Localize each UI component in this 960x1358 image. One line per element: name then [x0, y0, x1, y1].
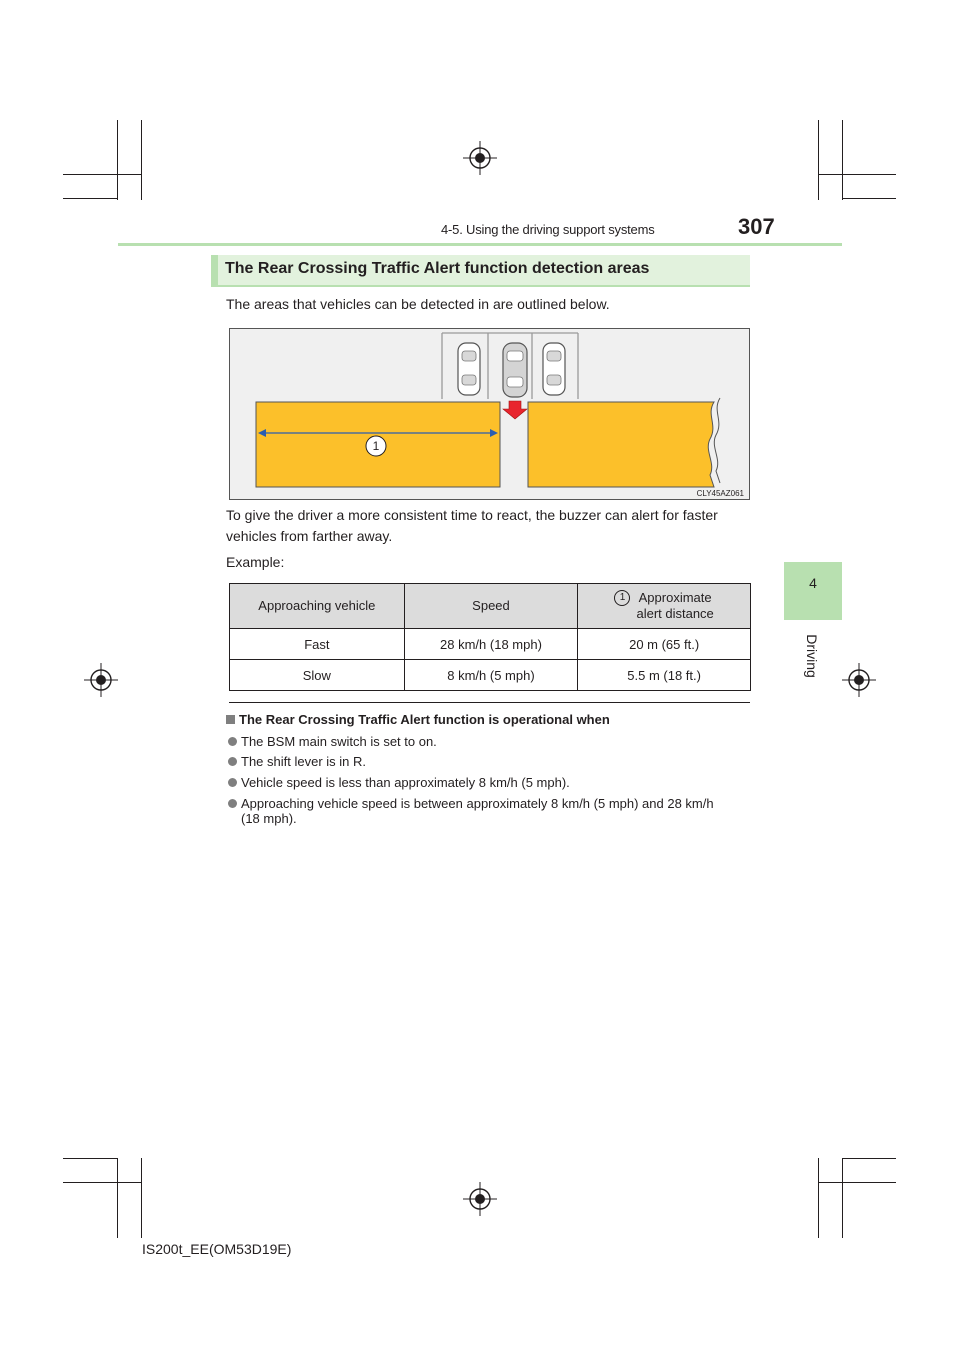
registration-mark-icon — [463, 1182, 497, 1216]
crop-mark — [842, 1158, 843, 1238]
callout-number: 1 — [372, 439, 380, 453]
section-title-bar — [211, 255, 218, 287]
crop-mark — [63, 1182, 141, 1183]
crop-mark — [818, 1182, 896, 1183]
body-line-1: To give the driver a more consistent time to react, the buzzer can alert for faster — [226, 507, 718, 523]
header-section-title: 4-5. Using the driving support systems — [441, 222, 655, 237]
detection-zone-right — [528, 402, 714, 487]
table-row — [230, 660, 751, 691]
note-heading-text: The Rear Crossing Traffic Alert function is operational when — [239, 712, 610, 727]
header-cell: Approaching vehicle — [230, 584, 405, 629]
table-header-row — [230, 584, 751, 629]
crop-mark — [63, 198, 117, 199]
crop-mark — [141, 1158, 142, 1238]
list-item-text: Vehicle speed is less than approximately 8 km/h (5 mph). — [241, 775, 570, 790]
bullet-icon — [228, 799, 237, 808]
example-label: Example: — [226, 554, 285, 570]
table-cell: 8 km/h (5 mph) — [404, 660, 578, 691]
header-text: Approximate — [638, 590, 712, 605]
list-item-text: The shift lever is in R. — [241, 754, 366, 769]
divider — [229, 702, 750, 703]
list-item — [228, 734, 437, 749]
registration-mark-icon — [463, 141, 497, 175]
list-item — [228, 796, 714, 811]
footer-code: IS200t_EE(OM53D19E) — [142, 1241, 292, 1257]
list-item-continuation: (18 mph). — [241, 811, 297, 826]
registration-mark-icon — [842, 663, 876, 697]
crop-mark — [818, 174, 896, 175]
crop-mark — [63, 1158, 117, 1159]
list-item-text: Approaching vehicle speed is between approximately 8 km/h (5 mph) and 28 km/h — [241, 796, 714, 811]
list-item-text: The BSM main switch is set to on. — [241, 734, 437, 749]
bullet-icon — [228, 778, 237, 787]
chapter-number: 4 — [809, 575, 817, 591]
callout-number: 1 — [614, 590, 630, 606]
crop-mark — [842, 120, 843, 200]
crop-mark — [818, 1158, 819, 1238]
page-number: 307 — [738, 214, 775, 239]
header-cell: Speed — [404, 584, 578, 629]
crop-mark — [842, 1158, 896, 1159]
crop-mark — [117, 1158, 118, 1238]
table-row — [230, 629, 751, 660]
bullet-icon — [228, 737, 237, 746]
body-line-2: vehicles from farther away. — [226, 528, 393, 544]
figure-code: CLY45AZ061 — [696, 489, 744, 498]
table-cell: Fast — [230, 629, 405, 660]
parked-car-icon — [458, 343, 480, 395]
list-item — [228, 754, 366, 769]
table-cell: 5.5 m (18 ft.) — [578, 660, 751, 691]
alert-distance-table — [229, 583, 751, 691]
registration-mark-icon — [84, 663, 118, 697]
header-text: alert distance — [636, 606, 714, 621]
note-heading — [226, 712, 610, 727]
chapter-label — [796, 630, 836, 690]
parked-car-icon — [543, 343, 565, 395]
own-car-icon — [503, 343, 527, 397]
crop-mark — [117, 120, 118, 200]
reverse-arrow-icon — [503, 401, 527, 419]
table-cell: 20 m (65 ft.) — [578, 629, 751, 660]
crop-mark — [63, 174, 141, 175]
intro-text: The areas that vehicles can be detected in are outlined below. — [226, 296, 610, 312]
square-bullet-icon — [226, 715, 235, 724]
table-cell: Slow — [230, 660, 405, 691]
header-rule — [118, 243, 842, 246]
bullet-icon — [228, 757, 237, 766]
detection-area-diagram — [230, 329, 749, 499]
break-line — [714, 398, 720, 483]
crop-mark — [818, 120, 819, 200]
section-title: The Rear Crossing Traffic Alert function detection areas — [225, 260, 650, 277]
chapter-label-text: Driving — [803, 634, 820, 678]
table-cell: 28 km/h (18 mph) — [404, 629, 578, 660]
crop-mark — [141, 120, 142, 200]
crop-mark — [842, 198, 896, 199]
list-item — [228, 775, 570, 790]
chapter-tab — [784, 562, 842, 620]
detection-area-figure — [229, 328, 750, 500]
header-cell — [578, 584, 751, 629]
